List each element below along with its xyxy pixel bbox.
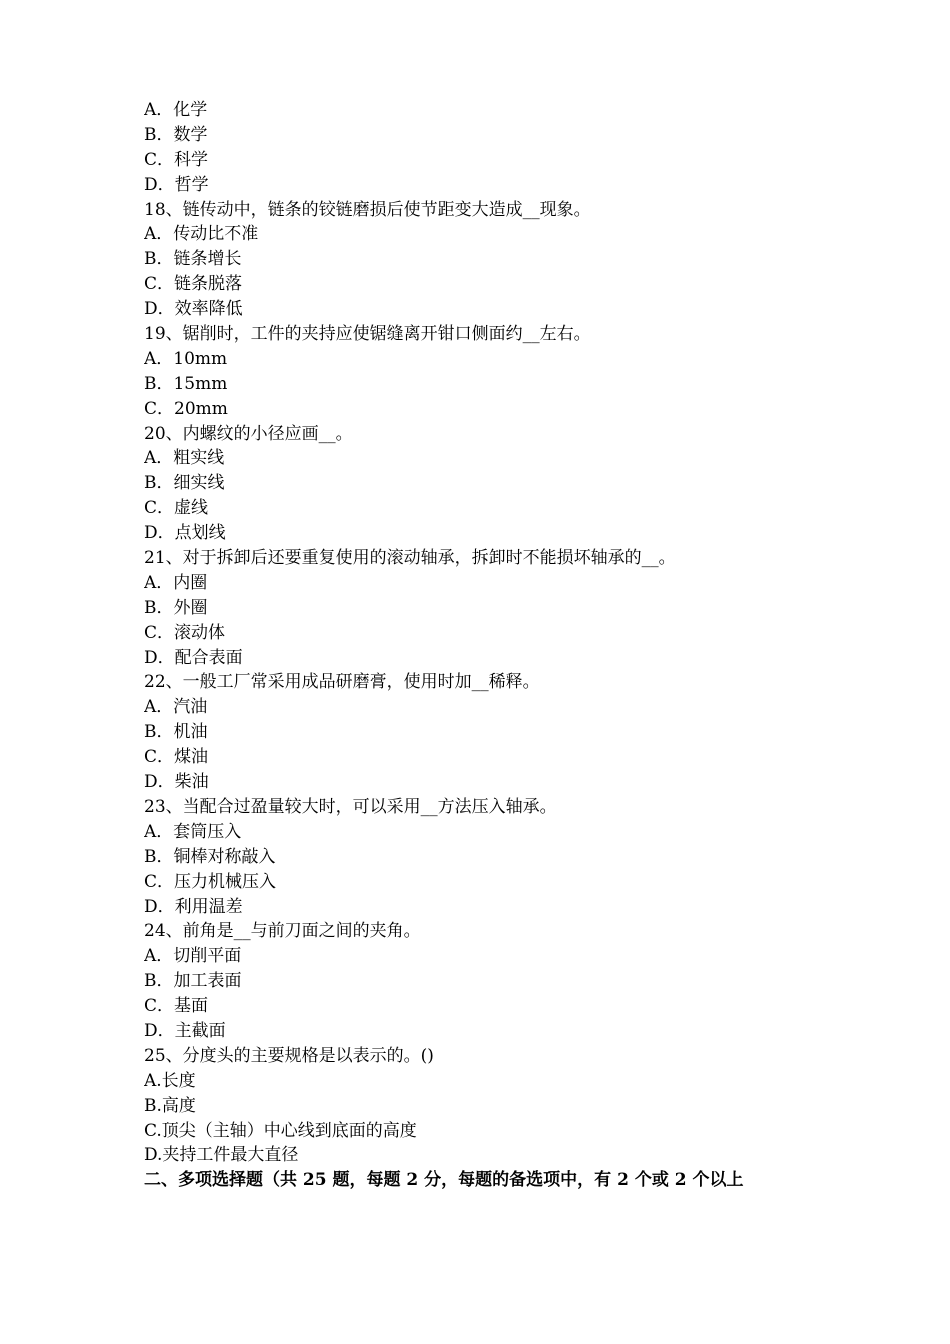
answer-option: A．切削平面: [144, 946, 242, 967]
question-stem: 21、对于拆卸后还要重复使用的滚动轴承，拆卸时不能损坏轴承的__。: [144, 548, 676, 569]
answer-option: D．主截面: [144, 1020, 226, 1041]
answer-option: D.夹持工件最大直径: [144, 1145, 299, 1166]
question-stem: 20、内螺纹的小径应画__。: [144, 423, 353, 444]
answer-option: A．化学: [144, 100, 208, 120]
answer-option: D．配合表面: [144, 647, 243, 668]
answer-option: B.高度: [144, 1095, 196, 1116]
answer-option: B．细实线: [144, 473, 225, 494]
answer-option: B．15mm: [144, 373, 228, 394]
question-stem: 18、链传动中，链条的铰链磨损后使节距变大造成__现象。: [144, 199, 591, 220]
answer-option: D．效率降低: [144, 299, 243, 320]
answer-option: A．内圈: [144, 572, 208, 593]
answer-option: C.顶尖（主轴）中心线到底面的高度: [144, 1120, 417, 1141]
answer-option: C．煤油: [144, 747, 209, 768]
question-stem: 22、一般工厂常采用成品研磨膏，使用时加__稀释。: [144, 672, 540, 693]
answer-option: B．外圈: [144, 597, 208, 618]
answer-option: B．加工表面: [144, 971, 242, 992]
answer-option: D．哲学: [144, 174, 209, 195]
question-stem: 25、分度头的主要规格是以表示的。(): [144, 1045, 434, 1066]
answer-option: A．汽油: [144, 697, 208, 718]
answer-option: C．基面: [144, 996, 209, 1017]
question-stem: 24、前角是__与前刀面之间的夹角。: [144, 921, 421, 942]
answer-option: B．链条增长: [144, 249, 242, 270]
answer-option: A．套筒压入: [144, 821, 242, 842]
answer-option: D．利用温差: [144, 896, 243, 917]
answer-option: C．20mm: [144, 398, 228, 419]
answer-option: C．滚动体: [144, 622, 226, 643]
answer-option: A．10mm: [144, 348, 228, 369]
answer-option: B．数学: [144, 124, 208, 145]
question-stem: 23、当配合过盈量较大时，可以采用__方法压入轴承。: [144, 796, 557, 817]
answer-option: C．虚线: [144, 498, 209, 519]
answer-option: C．链条脱落: [144, 274, 243, 295]
answer-option: A．传动比不准: [144, 224, 259, 245]
section-heading: 二、多项选择题（共 25 题，每题 2 分，每题的备选项中，有 2 个或 2 个以上: [144, 1170, 744, 1191]
answer-option: C．压力机械压入: [144, 871, 277, 892]
answer-option: D．点划线: [144, 523, 226, 544]
answer-option: D．柴油: [144, 772, 209, 793]
answer-option: A.长度: [144, 1070, 196, 1091]
answer-option: B．机油: [144, 722, 208, 743]
answer-option: A．粗实线: [144, 448, 225, 469]
answer-option: C．科学: [144, 149, 209, 170]
document-page: [144, 98, 834, 1193]
question-stem: 19、锯削时，工件的夹持应使锯缝离开钳口侧面约__左右。: [144, 324, 591, 345]
answer-option: B．铜棒对称敲入: [144, 846, 276, 867]
